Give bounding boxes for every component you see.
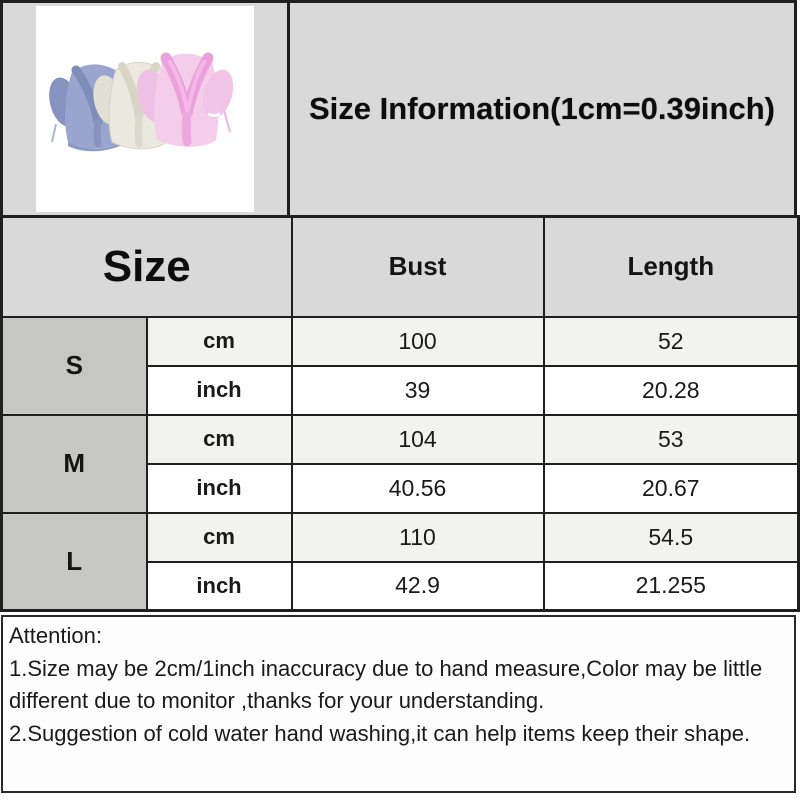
title-cell [290,3,794,215]
bust-value: 104 [292,415,544,464]
length-value: 20.28 [544,366,799,415]
length-value: 53 [544,415,799,464]
size-table [0,215,800,612]
bust-value: 40.56 [292,464,544,513]
unit-cell: cm [147,415,292,464]
length-value: 52 [544,317,799,366]
header-size: Size [2,217,292,317]
header-length: Length [544,217,799,317]
blouses-illustration [36,6,254,212]
size-s-label: S [2,317,147,415]
attention-item: 1.Size may be 2cm/1inch inaccuracy due to hand measure,Color may be little different due to monitor ,thanks for your understanding. [9,655,763,713]
page-title: Size Information(1cm=0.39inch) [309,91,775,126]
attention-note [1,615,796,793]
top-banner [0,0,797,215]
table-header-row [2,217,799,317]
unit-cell: inch [147,562,292,611]
unit-cell: inch [147,464,292,513]
length-value: 20.67 [544,464,799,513]
unit-cell: inch [147,366,292,415]
header-bust: Bust [292,217,544,317]
attention-item: 2.Suggestion of cold water hand washing,it can help items keep their shape. [9,720,751,746]
length-value: 21.255 [544,562,799,611]
size-m-label: M [2,415,147,513]
bust-value: 42.9 [292,562,544,611]
unit-cell: cm [147,317,292,366]
size-l-label: L [2,513,147,611]
table-row [2,415,799,464]
attention-heading: Attention: [9,623,102,648]
bust-value: 39 [292,366,544,415]
table-row [2,317,799,366]
unit-cell: cm [147,513,292,562]
product-photo [36,6,254,212]
bust-value: 110 [292,513,544,562]
table-row [2,513,799,562]
bust-value: 100 [292,317,544,366]
length-value: 54.5 [544,513,799,562]
product-photo-cell [3,3,290,215]
